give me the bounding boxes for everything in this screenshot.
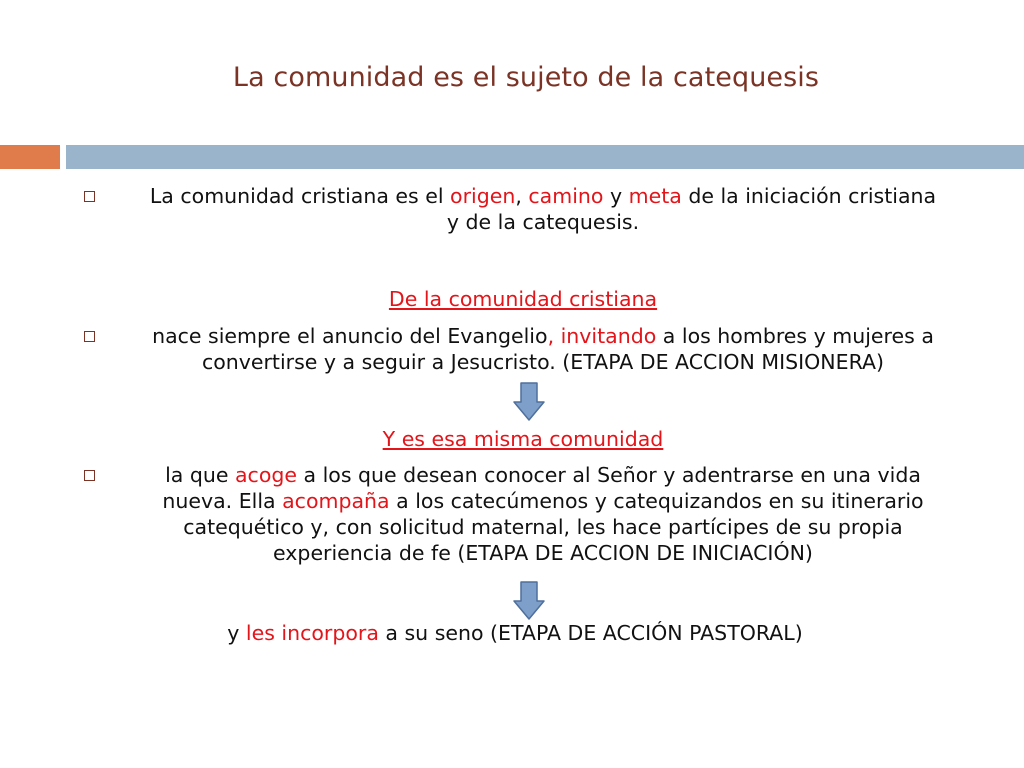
slide-title: La comunidad es el sujeto de la catequesis: [232, 62, 820, 93]
text: y de la catequesis.: [446, 210, 640, 234]
paragraph-1: [108, 183, 978, 235]
text: a los hombres y mujeres a: [656, 324, 934, 348]
text: catequético y, con solicitud maternal, les hace partícipes de su propia: [183, 515, 903, 539]
text: a los que desean conocer al Señor y adentrarse en una vida: [297, 463, 921, 487]
accent-bar-orange: [0, 145, 60, 169]
text: de la iniciación cristiana: [681, 184, 937, 208]
text: y: [603, 184, 629, 208]
text: La comunidad cristiana es el: [149, 184, 451, 208]
paragraph-3: [108, 462, 978, 566]
text: y: [227, 621, 246, 645]
highlight-origen: origen: [450, 184, 516, 208]
text: experiencia de fe (ETAPA DE ACCION DE INICIACIÓN): [273, 541, 813, 565]
subheading-y-es-esa-misma: Y es esa misma comunidad: [382, 427, 664, 451]
paragraph-4: [90, 620, 940, 646]
down-arrow-icon: [512, 581, 546, 621]
square-bullet-icon: [84, 191, 95, 202]
square-bullet-icon: [84, 331, 95, 342]
highlight-les-incorpora: les incorpora: [245, 621, 379, 645]
text: a los catecúmenos y catequizandos en su itinerario: [389, 489, 924, 513]
highlight-meta: meta: [628, 184, 682, 208]
text: nueva. Ella: [162, 489, 283, 513]
accent-bar-blue: [66, 145, 1024, 169]
text: la que: [165, 463, 235, 487]
paragraph-2: [108, 323, 978, 375]
subheading-de-la-comunidad: De la comunidad cristiana: [388, 287, 658, 311]
highlight-acoge: acoge: [235, 463, 298, 487]
highlight-comma: ,: [547, 324, 555, 348]
down-arrow-icon: [512, 382, 546, 422]
square-bullet-icon: [84, 470, 95, 481]
text: ,: [515, 184, 529, 208]
highlight-invitando: invitando: [554, 324, 657, 348]
text: convertirse y a seguir a Jesucristo. (ETAPA DE ACCION MISIONERA): [201, 350, 885, 374]
text: a su seno (ETAPA DE ACCIÓN PASTORAL): [378, 621, 803, 645]
highlight-acompana: acompaña: [282, 489, 390, 513]
highlight-camino: camino: [528, 184, 604, 208]
text: nace siempre el anuncio del Evangelio: [152, 324, 548, 348]
